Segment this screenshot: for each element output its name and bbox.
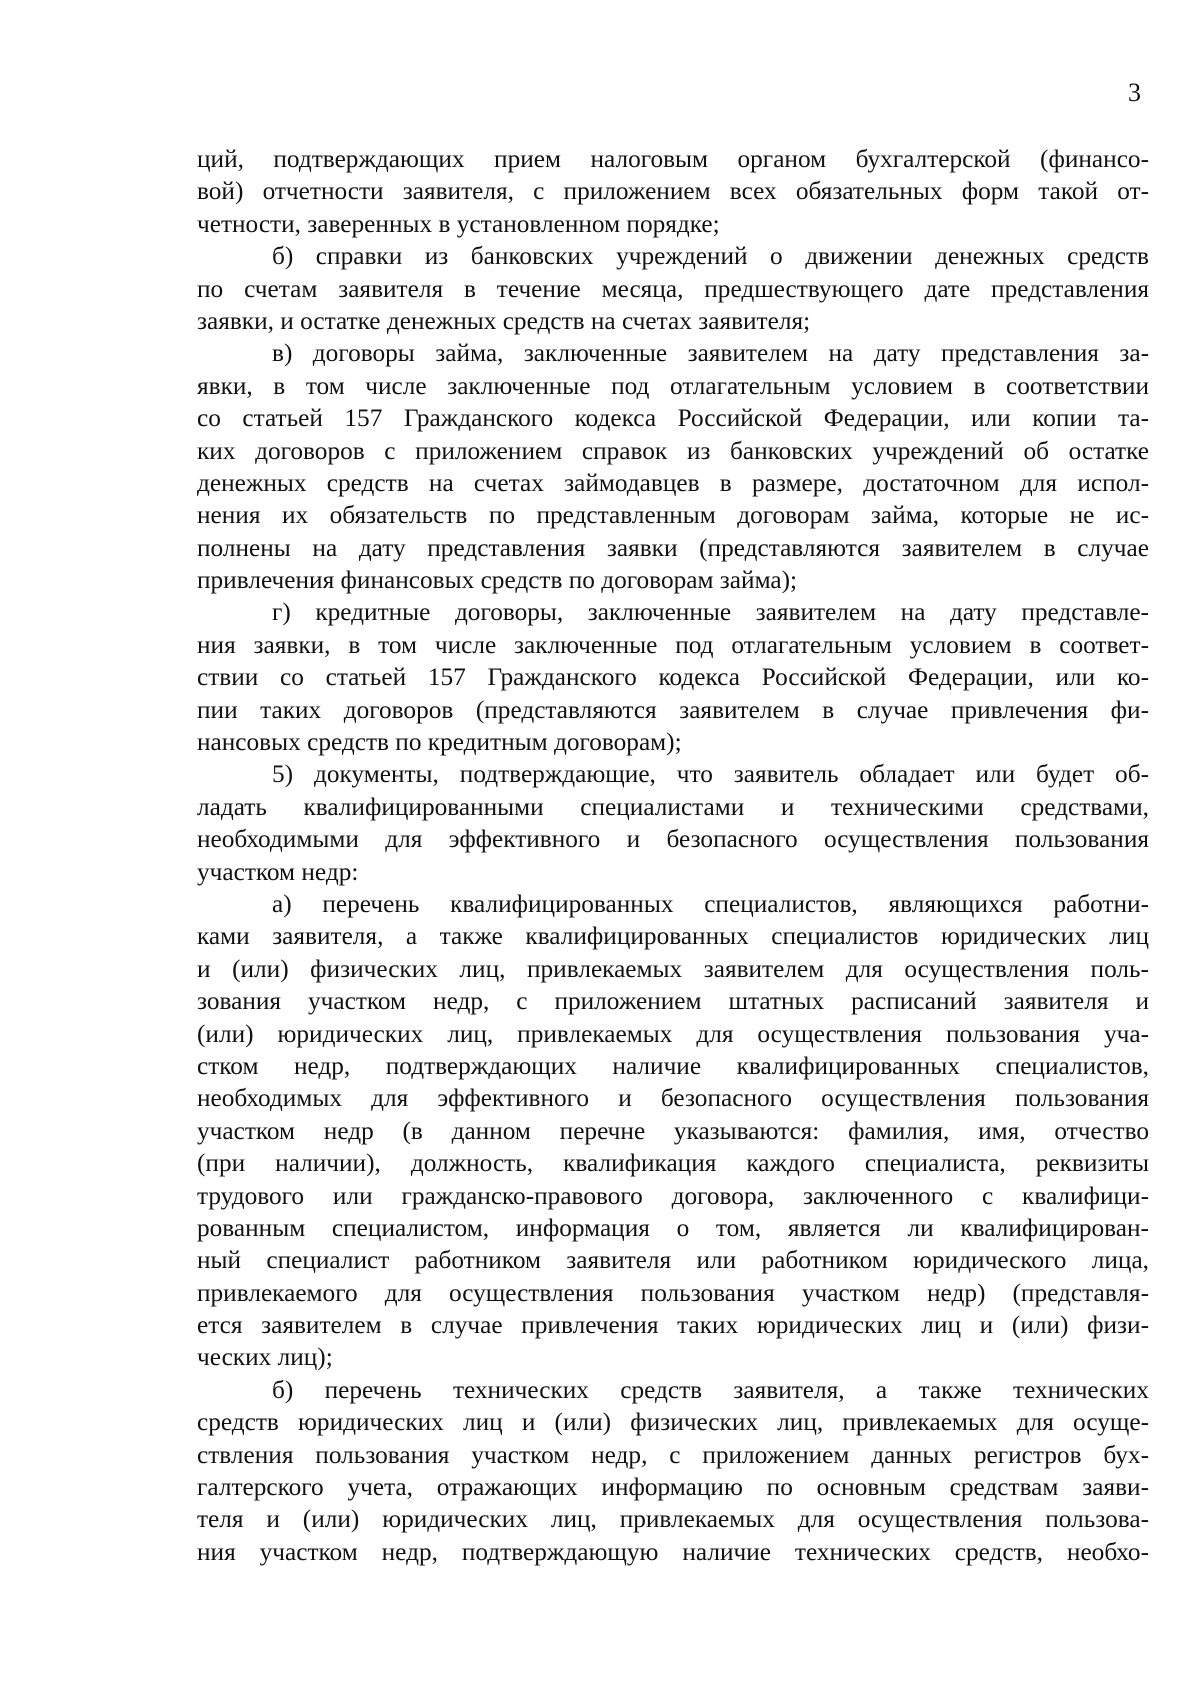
text-line: ный специалист работником заявителя или работником юридического лица, xyxy=(197,1246,1149,1275)
text-line: денежных средств на счетах займодавцев в размере, достаточном для испол- xyxy=(197,468,1149,497)
paragraph xyxy=(197,143,1149,240)
text-line: теля и (или) юридических лиц, привлекаемых для осуществления пользова- xyxy=(197,1505,1149,1534)
paragraph xyxy=(197,337,1149,596)
text-line: со статьей 157 Гражданского кодекса Российской Федерации, или копии та- xyxy=(197,404,1149,433)
text-line: трудового или гражданско-правового договора, заключенного с квалифици- xyxy=(197,1181,1149,1210)
text-line: ладать квалифицированными специалистами и техническими средствами, xyxy=(197,792,1149,821)
text-line: ций, подтверждающих прием налоговым органом бухгалтерской (финансо- xyxy=(197,145,1149,173)
text-line: четности, заверенных в установленном порядке; xyxy=(197,209,720,238)
text-line: ется заявителем в случае привлечения таких юридических лиц и (или) физи- xyxy=(197,1311,1149,1340)
text-line: ками заявителя, а также квалифицированных специалистов юридических лиц xyxy=(197,922,1149,951)
text-line: б) перечень технических средств заявителя, а также технических xyxy=(272,1375,1149,1404)
text-line: необходимых для эффективного и безопасного осуществления пользования xyxy=(197,1084,1149,1113)
text-line: рованным специалистом, информация о том, является ли квалифицирован- xyxy=(197,1213,1149,1242)
text-line: (или) юридических лиц, привлекаемых для осуществления пользования уча- xyxy=(197,1019,1149,1048)
text-line: ствии со статьей 157 Гражданского кодекса Российской Федерации, или ко- xyxy=(197,663,1149,692)
text-line: стком недр, подтверждающих наличие квалифицированных специалистов, xyxy=(197,1051,1149,1080)
text-line: ния заявки, в том числе заключенные под отлагательным условием в соответ- xyxy=(197,630,1149,659)
text-line: средств юридических лиц и (или) физических лиц, привлекаемых для осуще- xyxy=(197,1408,1149,1437)
text-line: ния участком недр, подтверждающую наличие технических средств, необхо- xyxy=(197,1537,1149,1566)
text-line: участком недр: xyxy=(197,857,359,886)
text-line: нения их обязательств по представленным договорам займа, которые не ис- xyxy=(197,501,1149,530)
text-line: участком недр (в данном перечне указываются: фамилия, имя, отчество xyxy=(197,1116,1149,1145)
text-line: г) кредитные договоры, заключенные заявителем на дату представле- xyxy=(272,598,1149,627)
text-line: б) справки из банковских учреждений о движении денежных средств xyxy=(272,242,1149,271)
text-line: зования участком недр, с приложением штатных расписаний заявителя и xyxy=(197,987,1149,1016)
text-line: ких договоров с приложением справок из банковских учреждений об остатке xyxy=(197,436,1149,465)
paragraph xyxy=(197,240,1149,337)
text-line: ческих лиц); xyxy=(197,1343,333,1372)
text-line: галтерского учета, отражающих информацию по основным средствам заяви- xyxy=(197,1473,1149,1502)
text-line: пии таких договоров (представляются заявителем в случае привлечения фи- xyxy=(197,695,1149,724)
text-line: нансовых средств по кредитным договорам); xyxy=(197,728,682,757)
text-line: в) договоры займа, заключенные заявителем на дату представления за- xyxy=(272,339,1149,368)
paragraph xyxy=(197,596,1149,758)
page-body xyxy=(197,143,1149,1568)
paragraph xyxy=(197,1374,1149,1568)
text-line: (при наличии), должность, квалификация каждого специалиста, реквизиты xyxy=(197,1149,1149,1178)
text-line: по счетам заявителя в течение месяца, предшествующего дате представления xyxy=(197,274,1149,303)
paragraph xyxy=(197,888,1149,1374)
text-line: а) перечень квалифицированных специалистов, являющихся работни- xyxy=(272,889,1149,918)
text-line: полнены на дату представления заявки (представляются заявителем в случае xyxy=(197,533,1149,562)
page-number: 3 xyxy=(1128,78,1141,107)
paragraph xyxy=(197,758,1149,888)
text-line: привлечения финансовых средств по договорам займа); xyxy=(197,566,798,595)
text-line: ствления пользования участком недр, с приложением данных регистров бух- xyxy=(197,1440,1149,1469)
text-line: явки, в том числе заключенные под отлагательным условием в соответствии xyxy=(197,371,1149,400)
text-line: необходимыми для эффективного и безопасного осуществления пользования xyxy=(197,825,1149,854)
text-line: 5) документы, подтверждающие, что заявитель обладает или будет об- xyxy=(272,760,1149,789)
text-line: заявки, и остатке денежных средств на счетах заявителя; xyxy=(197,306,811,335)
text-line: вой) отчетности заявителя, с приложением всех обязательных форм такой от- xyxy=(197,177,1149,206)
text-line: привлекаемого для осуществления пользования участком недр) (представля- xyxy=(197,1278,1149,1307)
text-line: и (или) физических лиц, привлекаемых заявителем для осуществления поль- xyxy=(197,954,1149,983)
